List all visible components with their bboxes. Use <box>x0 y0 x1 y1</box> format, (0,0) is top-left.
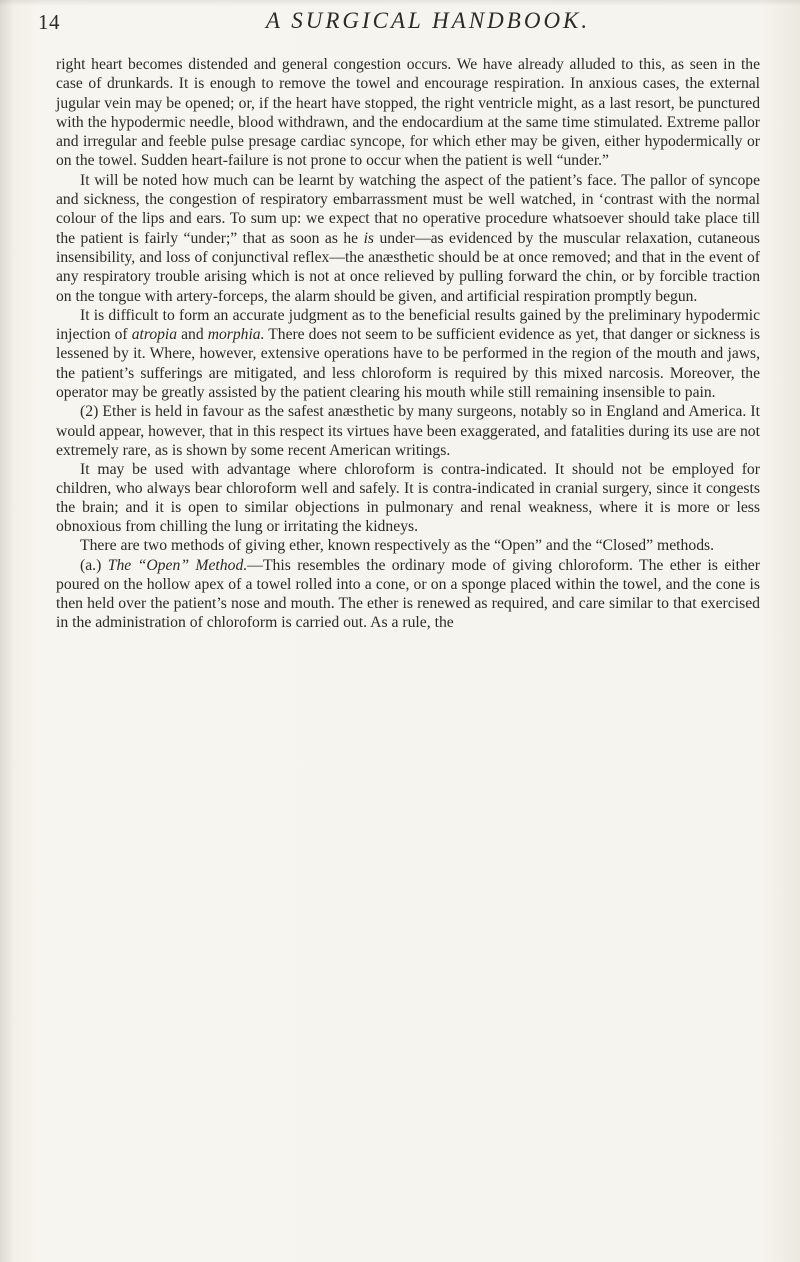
page-number: 14 <box>38 10 60 34</box>
paragraph-heart-failure: right heart becomes distended and general congestion occurs. We have already alluded to this, as seen in the case of drunkards. It is enough to remove the towel and encourage respiration. In anxious cases, the external jugular vein may be opened; or, if the heart have stopped, the right ventricle might, as a last resort, be punctured with the hypodermic needle, blood withdrawn, and the endocardium at the same time stimulated. Extreme pallor and irregular and feeble pulse presage cardiac syncope, for which ether may be given, either hypodermically or on the towel. Sudden heart-failure is not prone to occur when the patient is well “under.” <box>56 56 760 170</box>
emphasis-morphia: morphia. <box>207 326 265 344</box>
section-label: (a.) <box>80 556 102 574</box>
paragraph-text: under—as evidenced by the muscular relaxation, cutaneous insensibility, and loss of conjunctival reflex—the anæsthetic should be at once removed; and that in the event of any respiratory trouble arising which is not at once relieved by pulling forward the chin, or by forcible traction on the tongue with artery-forceps, the alarm should be given, and artificial respiration promptly begun. <box>56 229 760 305</box>
paragraph-ether-methods: There are two methods of giving ether, known respectively as the “Open” and the “Closed” methods. <box>80 537 715 555</box>
paragraph-open-method <box>56 556 760 633</box>
paragraph-text: There does not seem to be sufficient evidence as yet, that danger or sickness is lessened by it. Where, however, extensive operations have to be performed in the region of the mouth and jaws, the patient’s sufferings are mitigated, and less chloroform is required by this mixed narcosis. Moreover, the operator may be greatly assisted by the patient clearing his mouth while still remaining insensible to pain. <box>56 326 761 402</box>
paragraph-patient-aspect <box>56 171 760 306</box>
body-text <box>56 55 760 632</box>
lower-section <box>56 402 760 632</box>
emphasis-atropia: atropia <box>131 326 178 344</box>
emphasis-is: is <box>363 229 374 247</box>
running-head <box>38 8 778 42</box>
paragraph-text: and <box>181 326 204 344</box>
paragraph-atropia-morphia <box>56 306 760 402</box>
paragraph-text: It will be noted how much can be learnt by watching the aspect of the patient’s face. The pallor of syncope and sickness, the congestion of respiratory embarrassment must be well watched, in ‘contrast with the normal colour of the lips and ears. To sum up: we expect that no operative procedure whatsoever should take place till the patient is fairly “under;” that as soon as he <box>56 171 760 247</box>
page-edge-shadow <box>0 0 14 1262</box>
paragraph-text: —This resembles the ordinary mode of giving chloroform. The ether is either poured on the hollow apex of a towel rolled into a cone, or on a sponge placed within the towel, and the cone is then held over the patient’s nose and mouth. The ether is renewed as required, and care similar to that exercised in the administration of chloroform is carried out. As a rule, the <box>56 556 760 632</box>
paragraph-ether: (2) Ether is held in favour as the safest anæsthetic by many surgeons, notably so in England and America. It would appear, however, that in this respect its virtues have been exaggerated, and fatalities during its use are not extremely rare, as is shown by some recent American writings. <box>56 403 761 459</box>
page-top-shadow <box>0 0 800 6</box>
paragraph-text: It is difficult to form an accurate judgment as to the beneficial results gained by the preliminary hypodermic injection of <box>56 306 760 344</box>
paragraph-ether-contraindications: It may be used with advantage where chloroform is contra-indicated. It should not be employed for children, who always bear chloroform well and safely. It is contra-indicated in cranial surgery, since it congests the brain; and it is open to similar objections in pulmonary and renal weakness, where it is more or less obnoxious from chilling the lung or irritating the kidneys. <box>56 460 760 536</box>
open-method-heading: The “Open” Method. <box>107 556 248 574</box>
running-title: A SURGICAL HANDBOOK. <box>265 8 591 33</box>
